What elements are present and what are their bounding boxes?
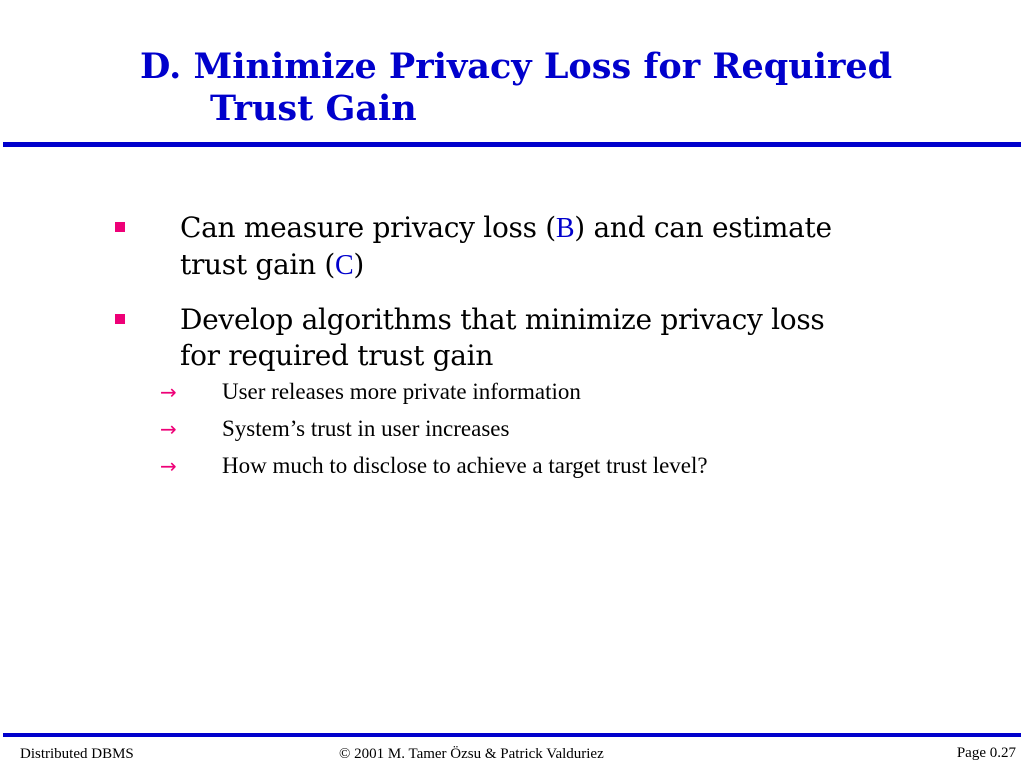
highlight-c: C	[335, 250, 354, 281]
footer-copyright: © 2001 M. Tamer Özsu & Patrick Valduriez	[339, 746, 604, 762]
title-divider	[3, 142, 1021, 147]
square-bullet-icon	[115, 222, 125, 232]
arrow-right-icon: →	[160, 417, 177, 441]
arrow-right-icon: →	[160, 380, 177, 404]
footer-page-number: Page 0.27	[956, 745, 1016, 761]
sub-bullet-text: How much to disclose to achieve a target trust level?	[222, 453, 708, 478]
sub-bullet-text: System’s trust in user increases	[222, 416, 510, 441]
square-bullet-icon	[115, 314, 125, 324]
sub-bullet-item	[0, 378, 1024, 415]
sub-bullet-text: User releases more private information	[222, 379, 581, 404]
slide-title-line2: Trust Gain	[210, 88, 417, 129]
sub-bullet-item	[0, 415, 1024, 452]
slide-title	[140, 46, 1000, 130]
footer-course-name: Distributed DBMS	[20, 746, 134, 762]
bullet-text-part: ) and can estimate trust gain (	[180, 211, 832, 281]
sub-bullet-item	[0, 452, 1024, 489]
bullet-item-develop	[0, 302, 1024, 489]
sub-bullet-list	[0, 378, 1024, 489]
bullet-text	[180, 210, 870, 284]
arrow-right-icon: →	[160, 454, 177, 478]
footer-divider	[3, 733, 1021, 737]
bullet-text-part: )	[353, 248, 365, 281]
bullet-text-part: Can measure privacy loss (	[180, 211, 556, 244]
bullet-item-measure	[0, 210, 1024, 284]
slide-title-line1: D. Minimize Privacy Loss for Required	[140, 46, 893, 87]
bullet-list	[0, 210, 1024, 507]
highlight-b: B	[555, 213, 575, 244]
bullet-text: Develop algorithms that minimize privacy loss for required trust gain	[180, 303, 825, 372]
